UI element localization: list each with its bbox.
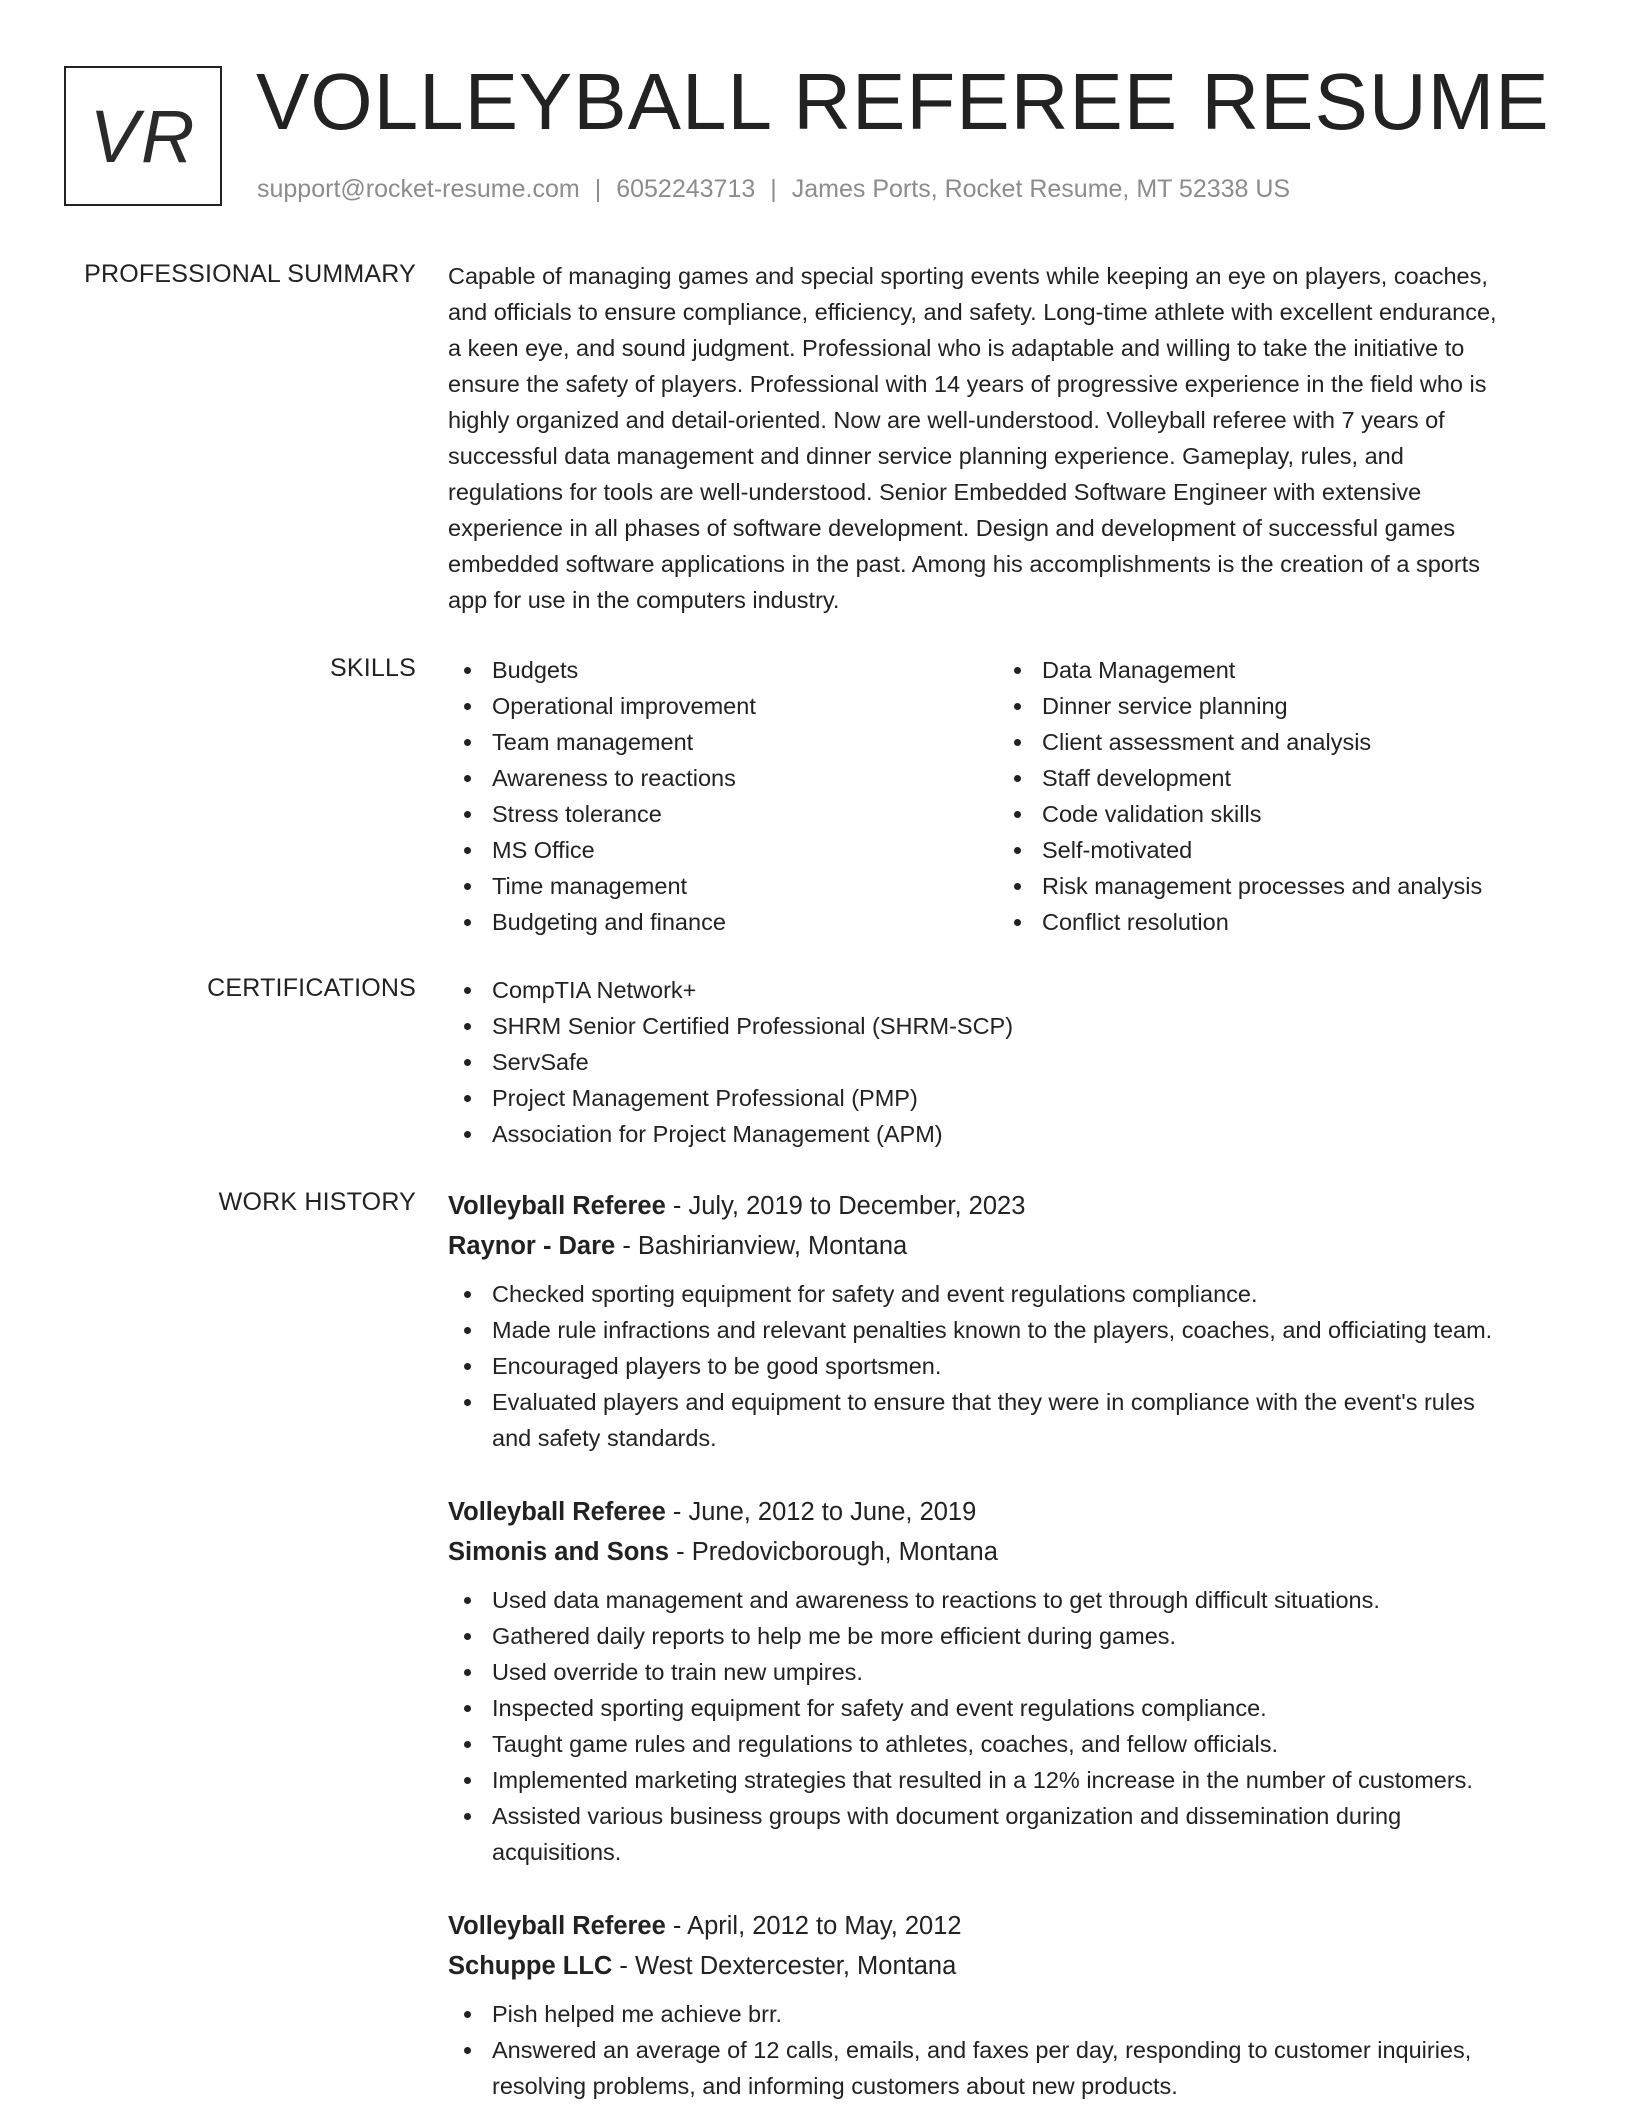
- monogram-initials: VR: [89, 94, 197, 178]
- section-label-work-history: WORK HISTORY: [218, 1188, 416, 1216]
- summary-line: and officials to ensure compliance, efficiency, and safety. Long-time athlete with excellent endurance,: [448, 299, 1497, 325]
- job-dash: -: [665, 1192, 689, 1220]
- job-dash: -: [669, 1538, 692, 1566]
- job-title-line: [448, 1492, 1568, 1532]
- certifications-list: [448, 972, 1568, 1152]
- job-bullet: Used override to train new umpires.: [448, 1654, 1568, 1690]
- summary-line: regulations for tools are well-understood. Senior Embedded Software Engineer with extensive: [448, 479, 1422, 505]
- job-dash: -: [615, 1232, 638, 1260]
- job-dash: -: [665, 1912, 688, 1940]
- skills-columns: [448, 652, 1568, 940]
- section-label-summary: PROFESSIONAL SUMMARY: [84, 260, 416, 288]
- job-company-line: [448, 1532, 1568, 1572]
- job-dates: April, 2012 to May, 2012: [687, 1912, 962, 1940]
- job-bullet-list: [448, 1996, 1568, 2104]
- skill-item: Budgeting and finance: [448, 904, 998, 940]
- skill-item: Dinner service planning: [998, 688, 1548, 724]
- resume-title: VOLLEYBALL REFEREE RESUME: [256, 57, 1550, 146]
- summary-line: app for use in the computers industry.: [448, 587, 840, 613]
- skill-item: Operational improvement: [448, 688, 998, 724]
- job-bullet: Implemented marketing strategies that resulted in a 12% increase in the number of customers.: [448, 1762, 1568, 1798]
- certification-item: CompTIA Network+: [448, 972, 1568, 1008]
- certification-item: ServSafe: [448, 1044, 1568, 1080]
- certifications-list-wrap: [448, 972, 1568, 1152]
- job-dates: July, 2019 to December, 2023: [688, 1192, 1026, 1220]
- job-title: Volleyball Referee: [448, 1498, 666, 1526]
- job-entry: [448, 1492, 1568, 1870]
- contact-separator: |: [770, 175, 777, 203]
- job-bullet-continuation: and safety standards.: [492, 1425, 717, 1451]
- certification-item: SHRM Senior Certified Professional (SHRM-SCP): [448, 1008, 1568, 1044]
- job-entry: [448, 1186, 1568, 1456]
- skill-item: Client assessment and analysis: [998, 724, 1548, 760]
- job-bullet: Made rule infractions and relevant penalties known to the players, coaches, and officiating team.: [448, 1312, 1568, 1348]
- job-bullet: Used data management and awareness to reactions to get through difficult situations.: [448, 1582, 1568, 1618]
- job-bullet-list: [448, 1582, 1568, 1870]
- job-title-line: [448, 1186, 1568, 1226]
- contact-phone[interactable]: 6052243713: [616, 175, 756, 203]
- job-bullet: Inspected sporting equipment for safety and event regulations compliance.: [448, 1690, 1568, 1726]
- skill-item: Awareness to reactions: [448, 760, 998, 796]
- section-label-certifications: CERTIFICATIONS: [207, 974, 416, 1002]
- job-bullet-continuation: resolving problems, and informing customers about new products.: [492, 2073, 1178, 2099]
- summary-line: highly organized and detail-oriented. Now are well-understood. Volleyball referee with 7 years of: [448, 407, 1445, 433]
- job-bullet-continuation: acquisitions.: [492, 1839, 622, 1865]
- skill-item: Budgets: [448, 652, 998, 688]
- monogram-box: [64, 66, 222, 206]
- summary-line: experience in all phases of software development. Design and development of successful games: [448, 515, 1456, 541]
- job-bullet: Assisted various business groups with document organization and dissemination during: [448, 1798, 1568, 1834]
- job-title-line: [448, 1906, 1568, 1946]
- summary-line: a keen eye, and sound judgment. Professional who is adaptable and willing to take the initiative to: [448, 335, 1465, 361]
- job-bullet: Evaluated players and equipment to ensure that they were in compliance with the event's rules: [448, 1384, 1568, 1420]
- job-company: Schuppe LLC: [448, 1952, 613, 1980]
- skill-item: MS Office: [448, 832, 998, 868]
- contact-separator: |: [594, 175, 602, 203]
- skill-item: Conflict resolution: [998, 904, 1548, 940]
- job-title: Volleyball Referee: [448, 1192, 666, 1220]
- job-location: West Dextercester, Montana: [635, 1952, 957, 1980]
- skill-item: Staff development: [998, 760, 1548, 796]
- job-dates: June, 2012 to June, 2019: [688, 1498, 977, 1526]
- skill-item: Stress tolerance: [448, 796, 998, 832]
- job-company-line: [448, 1226, 1568, 1266]
- job-bullet: Taught game rules and regulations to athletes, coaches, and fellow officials.: [448, 1726, 1568, 1762]
- job-location: Predovicborough, Montana: [691, 1538, 998, 1566]
- certification-item: Project Management Professional (PMP): [448, 1080, 1568, 1116]
- skill-item: Self-motivated: [998, 832, 1548, 868]
- job-bullet: Encouraged players to be good sportsmen.: [448, 1348, 1568, 1384]
- job-bullet: Checked sporting equipment for safety and event regulations compliance.: [448, 1276, 1568, 1312]
- job-bullet-list: [448, 1276, 1568, 1456]
- job-dash: -: [665, 1498, 689, 1526]
- skill-item: Time management: [448, 868, 998, 904]
- contact-address: James Ports, Rocket Resume, MT 52338 US: [791, 175, 1291, 203]
- job-dash: -: [612, 1952, 636, 1980]
- job-entry: [448, 1906, 1568, 2104]
- skills-list-right: [998, 652, 1548, 940]
- skill-item: Team management: [448, 724, 998, 760]
- job-bullet: Gathered daily reports to help me be more efficient during games.: [448, 1618, 1568, 1654]
- summary-line: ensure the safety of players. Professional with 14 years of progressive experience in the field who is: [448, 371, 1487, 397]
- contact-line: [257, 175, 1290, 204]
- section-label-skills: SKILLS: [330, 654, 416, 682]
- summary-line: embedded software applications in the past. Among his accomplishments is the creation of a sports: [448, 551, 1480, 577]
- summary-line: Capable of managing games and special sporting events while keeping an eye on players, coaches,: [448, 263, 1488, 289]
- job-company-line: [448, 1946, 1568, 1986]
- skills-list-left: [448, 652, 998, 940]
- job-bullet: Answered an average of 12 calls, emails, and faxes per day, responding to customer inquiries,: [448, 2032, 1568, 2068]
- summary-line: successful data management and dinner service planning experience. Gameplay, rules, and: [448, 443, 1404, 469]
- job-company: Simonis and Sons: [448, 1538, 670, 1566]
- job-bullet: Pish helped me achieve brr.: [448, 1996, 1568, 2032]
- skill-item: Code validation skills: [998, 796, 1548, 832]
- skill-item: Data Management: [998, 652, 1548, 688]
- skill-item: Risk management processes and analysis: [998, 868, 1548, 904]
- job-title: Volleyball Referee: [448, 1912, 666, 1940]
- certification-item: Association for Project Management (APM): [448, 1116, 1568, 1152]
- job-location: Bashirianview, Montana: [637, 1232, 908, 1260]
- summary-text: [448, 258, 1568, 618]
- job-company: Raynor - Dare: [448, 1232, 616, 1260]
- contact-email[interactable]: support@rocket-resume.com: [257, 175, 580, 203]
